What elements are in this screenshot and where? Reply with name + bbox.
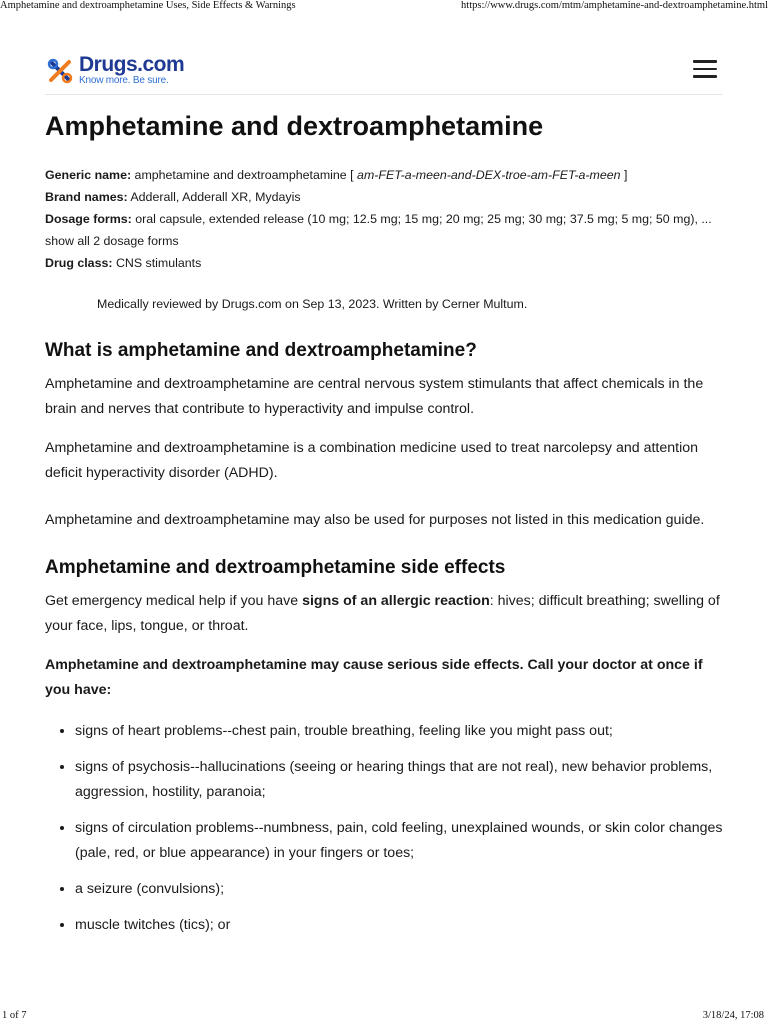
brand-names-value[interactable]: Adderall, Adderall XR, Mydayis xyxy=(130,190,301,204)
print-page-number: 1 of 7 xyxy=(2,1010,27,1021)
logo-tagline: Know more. Be sure. xyxy=(79,75,169,86)
page-title: Amphetamine and dextroamphetamine xyxy=(45,111,544,141)
medically-reviewed-link[interactable]: Medically reviewed xyxy=(97,297,202,311)
pronunciation: am-FET-a-meen-and-DEX-troe-am-FET-a-meen xyxy=(357,168,621,182)
paragraph: Amphetamine and dextroamphetamine is a combination medicine used to treat narcolepsy and attention deficit hyperactivity disorder (ADHD). xyxy=(45,440,699,481)
generic-name-close: ] xyxy=(624,168,628,182)
drugs-com-logo[interactable] xyxy=(45,54,215,88)
list-item: • signs of circulation problems--numbness, pain, cold feeling, unexplained wounds, or skin color changes (pale, red, or blue appearance) in your fingers or toes; xyxy=(75,816,725,866)
brand-names-row xyxy=(45,186,725,208)
list-item: • signs of heart problems--chest pain, trouble breathing, feeling like you might pass out; xyxy=(75,719,725,744)
generic-name-value: amphetamine and dextroamphetamine [ xyxy=(134,168,354,182)
drug-class-label: Drug class: xyxy=(45,256,113,270)
allergic-reaction-emphasis: signs of an allergic reaction xyxy=(302,593,490,609)
list-item: • signs of psychosis--hallucinations (seeing or hearing things that are not real), new behavior problems, aggression, hostility, paranoia; xyxy=(75,755,725,805)
print-footer xyxy=(0,1010,768,1024)
dosage-forms-value: oral capsule, extended release (10 mg; 12.5 mg; 15 mg; 20 mg; 25 mg; 30 mg; 37.5 mg; 5 mg; 50 mg), ... xyxy=(135,212,712,226)
print-page-url: https://www.drugs.com/mtm/amphetamine-and-dextroamphetamine.html xyxy=(461,0,768,11)
paragraph: Amphetamine and dextroamphetamine may also be used for purposes not listed in this medication guide. xyxy=(45,512,705,528)
reviewer-link[interactable]: Drugs.com xyxy=(221,297,282,311)
section-heading-what-is: What is amphetamine and dextroamphetamine? xyxy=(45,340,477,361)
writer-link[interactable]: Cerner Multum xyxy=(441,297,524,311)
review-line xyxy=(97,294,725,314)
hamburger-menu-icon[interactable] xyxy=(693,60,717,78)
brand-names-label: Brand names: xyxy=(45,190,128,204)
generic-name-label: Generic name: xyxy=(45,168,132,182)
main-content xyxy=(45,108,725,949)
print-header xyxy=(0,0,768,14)
review-end: . xyxy=(523,297,528,311)
print-page-title: Amphetamine and dextroamphetamine Uses, Side Effects & Warnings xyxy=(0,0,296,11)
dosage-forms-label: Dosage forms: xyxy=(45,212,132,226)
text: : hives; difficult breathing; swelling of your face, lips, tongue, or throat. xyxy=(45,593,720,634)
show-dosage-forms-link[interactable]: show all 2 dosage forms xyxy=(45,234,179,248)
paragraph-allergic-reaction xyxy=(45,589,725,639)
logo-wordmark: Drugs.com xyxy=(79,53,185,76)
print-date: 3/18/24, 17:08 xyxy=(702,1010,764,1021)
side-effects-list xyxy=(45,719,725,938)
drug-class-value[interactable]: CNS stimulants xyxy=(115,256,202,270)
drug-class-row xyxy=(45,252,725,274)
drug-meta xyxy=(45,164,725,274)
site-header xyxy=(45,50,722,95)
serious-side-effects-warning: Amphetamine and dextroamphetamine may cause serious side effects. Call your doctor at once if you have: xyxy=(45,657,703,698)
review-by: by xyxy=(205,297,219,311)
text: Get emergency medical help if you have xyxy=(45,593,303,609)
list-item: • muscle twitches (tics); or xyxy=(75,913,725,938)
logo-mark-icon xyxy=(45,56,75,86)
dosage-forms-row xyxy=(45,208,725,252)
section-heading-side-effects: Amphetamine and dextroamphetamine side effects xyxy=(45,557,506,578)
review-date: on Sep 13, 2023. Written by xyxy=(285,297,439,311)
list-item: • a seizure (convulsions); xyxy=(75,877,725,902)
generic-name-row xyxy=(45,164,725,186)
paragraph: Amphetamine and dextroamphetamine are central nervous system stimulants that affect chemicals in the brain and nerves that contribute to hyperactivity and impulse control. xyxy=(45,376,704,417)
